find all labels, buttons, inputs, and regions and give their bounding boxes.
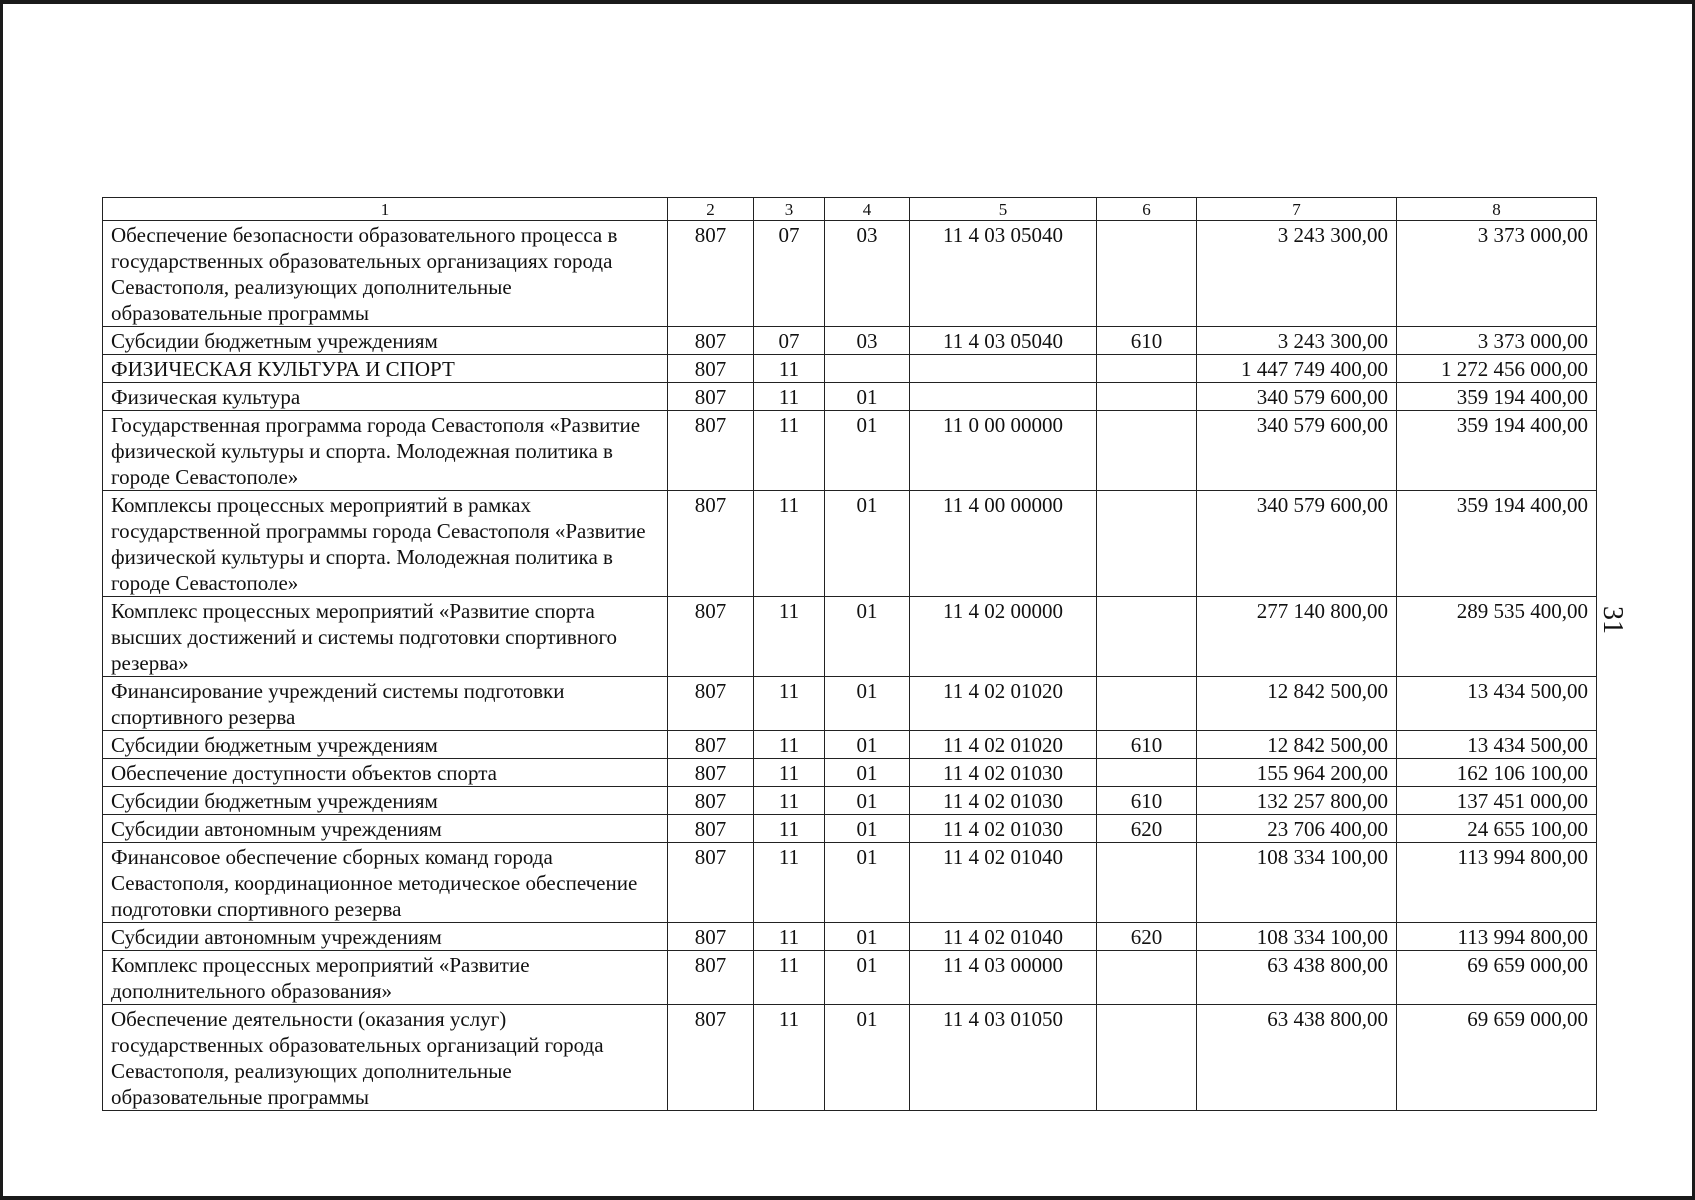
cell-grbs-code: 807: [668, 677, 754, 731]
table-body: [103, 221, 1597, 1111]
cell-amount-year-2: 3 373 000,00: [1397, 221, 1597, 327]
cell-target-article: 11 4 02 01030: [910, 787, 1097, 815]
cell-subsection-code: 01: [825, 759, 910, 787]
cell-amount-year-2: 162 106 100,00: [1397, 759, 1597, 787]
table-row: [103, 383, 1597, 411]
cell-grbs-code: 807: [668, 383, 754, 411]
cell-name: Финансовое обеспечение сборных команд города Севастополя, координационное методическое обеспечение подготовки спортивного резерва: [103, 843, 668, 923]
column-header-6: 6: [1097, 198, 1197, 221]
cell-grbs-code: 807: [668, 843, 754, 923]
cell-amount-year-2: 359 194 400,00: [1397, 411, 1597, 491]
cell-subsection-code: 03: [825, 221, 910, 327]
cell-expense-type: 620: [1097, 923, 1197, 951]
cell-subsection-code: 03: [825, 327, 910, 355]
column-header-7: 7: [1197, 198, 1397, 221]
cell-expense-type: [1097, 843, 1197, 923]
table-row: [103, 221, 1597, 327]
table-row: [103, 1005, 1597, 1111]
cell-subsection-code: 01: [825, 787, 910, 815]
cell-target-article: 11 4 02 00000: [910, 597, 1097, 677]
cell-expense-type: 620: [1097, 815, 1197, 843]
table-row: [103, 677, 1597, 731]
cell-amount-year-1: 132 257 800,00: [1197, 787, 1397, 815]
cell-expense-type: [1097, 383, 1197, 411]
cell-subsection-code: 01: [825, 383, 910, 411]
cell-expense-type: [1097, 677, 1197, 731]
cell-subsection-code: 01: [825, 815, 910, 843]
cell-section-code: 11: [754, 731, 825, 759]
cell-amount-year-1: 108 334 100,00: [1197, 923, 1397, 951]
cell-grbs-code: 807: [668, 787, 754, 815]
cell-subsection-code: 01: [825, 951, 910, 1005]
cell-name: Государственная программа города Севастополя «Развитие физической культуры и спорта. Молодежная политика в городе Севастополе»: [103, 411, 668, 491]
cell-target-article: 11 4 03 01050: [910, 1005, 1097, 1111]
column-header-8: 8: [1397, 198, 1597, 221]
cell-name: Субсидии бюджетным учреждениям: [103, 731, 668, 759]
cell-subsection-code: 01: [825, 677, 910, 731]
column-header-1: 1: [103, 198, 668, 221]
cell-expense-type: 610: [1097, 731, 1197, 759]
cell-name: Комплексы процессных мероприятий в рамках государственной программы города Севастополя «Развитие физической культуры и спорта. Молодежная политика в городе Севастополе»: [103, 491, 668, 597]
cell-expense-type: [1097, 411, 1197, 491]
cell-name: ФИЗИЧЕСКАЯ КУЛЬТУРА И СПОРТ: [103, 355, 668, 383]
table-row: [103, 411, 1597, 491]
cell-amount-year-2: 359 194 400,00: [1397, 383, 1597, 411]
cell-grbs-code: 807: [668, 355, 754, 383]
column-header-5: 5: [910, 198, 1097, 221]
cell-subsection-code: 01: [825, 491, 910, 597]
cell-amount-year-1: 12 842 500,00: [1197, 731, 1397, 759]
scan-border-left: [0, 0, 3, 1200]
cell-target-article: 11 4 02 01020: [910, 677, 1097, 731]
cell-section-code: 11: [754, 1005, 825, 1111]
cell-subsection-code: [825, 355, 910, 383]
cell-amount-year-2: 13 434 500,00: [1397, 677, 1597, 731]
table-row: [103, 923, 1597, 951]
cell-amount-year-1: 108 334 100,00: [1197, 843, 1397, 923]
cell-expense-type: [1097, 597, 1197, 677]
cell-subsection-code: 01: [825, 597, 910, 677]
cell-target-article: 11 4 02 01040: [910, 923, 1097, 951]
cell-grbs-code: 807: [668, 491, 754, 597]
cell-amount-year-2: 359 194 400,00: [1397, 491, 1597, 597]
cell-amount-year-1: 340 579 600,00: [1197, 383, 1397, 411]
cell-section-code: 11: [754, 815, 825, 843]
cell-target-article: 11 4 03 05040: [910, 221, 1097, 327]
cell-name: Субсидии автономным учреждениям: [103, 923, 668, 951]
cell-amount-year-1: 340 579 600,00: [1197, 491, 1397, 597]
cell-expense-type: [1097, 759, 1197, 787]
column-header-2: 2: [668, 198, 754, 221]
cell-grbs-code: 807: [668, 951, 754, 1005]
cell-grbs-code: 807: [668, 411, 754, 491]
cell-amount-year-1: 155 964 200,00: [1197, 759, 1397, 787]
cell-subsection-code: 01: [825, 843, 910, 923]
table-row: [103, 355, 1597, 383]
scan-border-bottom: [0, 1196, 1695, 1200]
cell-grbs-code: 807: [668, 759, 754, 787]
cell-name: Комплекс процессных мероприятий «Развитие спорта высших достижений и системы подготовки спортивного резерва»: [103, 597, 668, 677]
cell-subsection-code: 01: [825, 1005, 910, 1111]
cell-section-code: 11: [754, 597, 825, 677]
table-header-row: [103, 198, 1597, 221]
table-row: [103, 759, 1597, 787]
cell-expense-type: 610: [1097, 787, 1197, 815]
table-row: [103, 815, 1597, 843]
cell-expense-type: [1097, 951, 1197, 1005]
cell-amount-year-2: 69 659 000,00: [1397, 951, 1597, 1005]
cell-expense-type: [1097, 1005, 1197, 1111]
cell-amount-year-2: 24 655 100,00: [1397, 815, 1597, 843]
cell-section-code: 11: [754, 411, 825, 491]
cell-name: Обеспечение деятельности (оказания услуг) государственных образовательных организаций города Севастополя, реализующих дополнительные образовательные программы: [103, 1005, 668, 1111]
cell-expense-type: 610: [1097, 327, 1197, 355]
cell-target-article: [910, 355, 1097, 383]
cell-subsection-code: 01: [825, 731, 910, 759]
cell-expense-type: [1097, 491, 1197, 597]
cell-amount-year-1: 3 243 300,00: [1197, 327, 1397, 355]
cell-amount-year-2: 69 659 000,00: [1397, 1005, 1597, 1111]
table-row: [103, 327, 1597, 355]
cell-grbs-code: 807: [668, 221, 754, 327]
cell-amount-year-2: 13 434 500,00: [1397, 731, 1597, 759]
cell-name: Субсидии бюджетным учреждениям: [103, 787, 668, 815]
cell-name: Субсидии автономным учреждениям: [103, 815, 668, 843]
budget-table: [102, 197, 1597, 1111]
cell-amount-year-2: 137 451 000,00: [1397, 787, 1597, 815]
column-header-4: 4: [825, 198, 910, 221]
cell-target-article: 11 4 02 01030: [910, 815, 1097, 843]
cell-section-code: 11: [754, 787, 825, 815]
table-row: [103, 843, 1597, 923]
cell-grbs-code: 807: [668, 327, 754, 355]
cell-amount-year-2: 1 272 456 000,00: [1397, 355, 1597, 383]
cell-amount-year-1: 63 438 800,00: [1197, 1005, 1397, 1111]
cell-amount-year-1: 340 579 600,00: [1197, 411, 1397, 491]
cell-section-code: 07: [754, 221, 825, 327]
table-row: [103, 597, 1597, 677]
cell-amount-year-1: 23 706 400,00: [1197, 815, 1397, 843]
cell-target-article: 11 4 03 05040: [910, 327, 1097, 355]
cell-target-article: [910, 383, 1097, 411]
cell-amount-year-2: 3 373 000,00: [1397, 327, 1597, 355]
cell-amount-year-2: 289 535 400,00: [1397, 597, 1597, 677]
cell-section-code: 11: [754, 759, 825, 787]
cell-amount-year-1: 1 447 749 400,00: [1197, 355, 1397, 383]
cell-name: Комплекс процессных мероприятий «Развитие дополнительного образования»: [103, 951, 668, 1005]
cell-amount-year-2: 113 994 800,00: [1397, 923, 1597, 951]
cell-name: Обеспечение безопасности образовательного процесса в государственных образовательных организациях города Севастополя, реализующих дополнительные образовательные программы: [103, 221, 668, 327]
cell-section-code: 11: [754, 491, 825, 597]
cell-target-article: 11 4 02 01030: [910, 759, 1097, 787]
cell-grbs-code: 807: [668, 815, 754, 843]
table-row: [103, 787, 1597, 815]
cell-grbs-code: 807: [668, 1005, 754, 1111]
table-row: [103, 951, 1597, 1005]
cell-expense-type: [1097, 355, 1197, 383]
cell-section-code: 11: [754, 843, 825, 923]
cell-name: Обеспечение доступности объектов спорта: [103, 759, 668, 787]
table-row: [103, 491, 1597, 597]
cell-section-code: 11: [754, 677, 825, 731]
cell-amount-year-1: 3 243 300,00: [1197, 221, 1397, 327]
cell-target-article: 11 4 02 01020: [910, 731, 1097, 759]
column-header-3: 3: [754, 198, 825, 221]
cell-name: Физическая культура: [103, 383, 668, 411]
cell-amount-year-1: 12 842 500,00: [1197, 677, 1397, 731]
cell-amount-year-1: 277 140 800,00: [1197, 597, 1397, 677]
cell-grbs-code: 807: [668, 597, 754, 677]
cell-expense-type: [1097, 221, 1197, 327]
scan-border-top: [0, 0, 1695, 4]
cell-target-article: 11 4 00 00000: [910, 491, 1097, 597]
cell-amount-year-2: 113 994 800,00: [1397, 843, 1597, 923]
cell-section-code: 11: [754, 383, 825, 411]
cell-target-article: 11 4 03 00000: [910, 951, 1097, 1005]
cell-subsection-code: 01: [825, 411, 910, 491]
cell-section-code: 11: [754, 951, 825, 1005]
cell-name: Финансирование учреждений системы подготовки спортивного резерва: [103, 677, 668, 731]
table-row: [103, 731, 1597, 759]
page-number: 31: [1597, 606, 1628, 634]
cell-grbs-code: 807: [668, 923, 754, 951]
cell-section-code: 11: [754, 355, 825, 383]
cell-target-article: 11 0 00 00000: [910, 411, 1097, 491]
cell-name: Субсидии бюджетным учреждениям: [103, 327, 668, 355]
cell-section-code: 11: [754, 923, 825, 951]
cell-amount-year-1: 63 438 800,00: [1197, 951, 1397, 1005]
cell-grbs-code: 807: [668, 731, 754, 759]
cell-target-article: 11 4 02 01040: [910, 843, 1097, 923]
cell-subsection-code: 01: [825, 923, 910, 951]
cell-section-code: 07: [754, 327, 825, 355]
